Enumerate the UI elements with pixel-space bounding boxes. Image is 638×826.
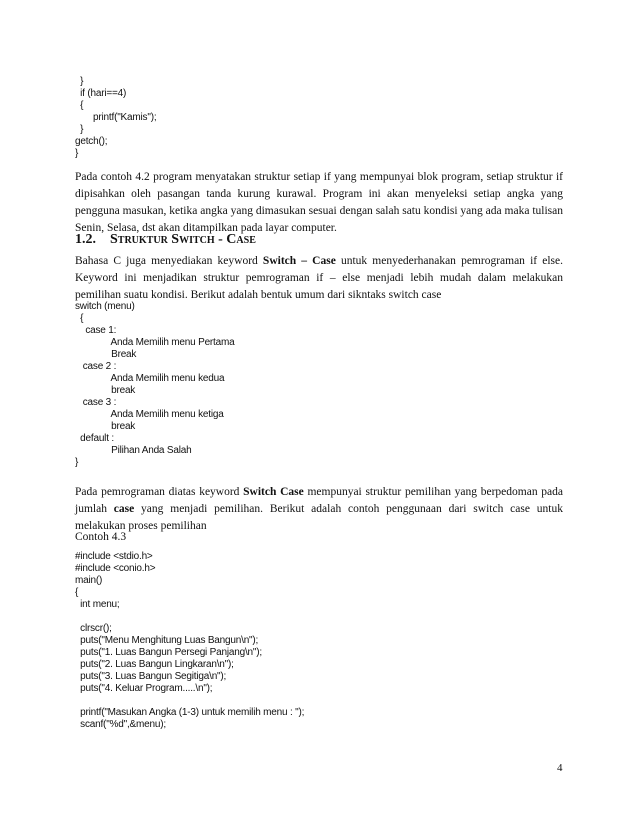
text-run: untuk menyederhanakan pemrograman if else. Keyword ini menjadikan struktur pemrograman if – else menjadi lebih mudah dalam melakukan pemilihan suatu kondisi. Berikut adalah bentuk umum dari sikntaks switch case [75,255,563,301]
code-line: break [75,421,136,432]
code-line: puts("2. Luas Bangun Lingkaran\n"); [75,659,234,670]
code-line: puts("1. Luas Bangun Persegi Panjang\n"); [75,647,262,658]
text-run: yang menjadi pemilihan. Berikut adalah contoh penggunaan dari switch case untuk melakukan proses pemilihan [75,503,563,532]
code-line: } [75,148,79,159]
paragraph-switch-explanation [75,484,563,535]
code-line: default : [75,433,114,444]
code-line: #include <conio.h> [75,563,156,574]
code-line: #include <stdio.h> [75,551,153,562]
code-line: printf("Masukan Angka (1-3) untuk memilih menu : "); [75,707,305,718]
section-title: Struktur Switch - Case [110,232,256,247]
code-line: { [75,587,79,598]
code-line: int menu; [75,599,120,610]
code-line: } [75,124,84,135]
code-line: { [75,100,84,111]
code-line: case 2 : [75,361,117,372]
code-line: Anda Memilih menu Pertama [75,337,235,348]
code-line: clrscr(); [75,623,112,634]
section-number: 1.2. [75,232,96,247]
bold-keyword: case [113,503,135,515]
code-line [75,695,304,707]
code-line: switch (menu) [75,301,135,312]
code-line: case 3 : [75,397,117,408]
code-line: puts("4. Keluar Program.....\n"); [75,683,213,694]
paragraph-explanation-4-2: Pada contoh 4.2 program menyatakan struktur setiap if yang mempunyai blok program, setiap struktur if dipisahkan oleh pasangan tanda kurung kurawal. Program ini akan menyeleksi setiap angka yang pengguna masukan, ketika angka yang dimasukan sesuai dengan salah satu kondisi yang ada maka tulisan Senin, Selasa, dst akan ditampilkan pada layar computer. [75,171,563,234]
code-block-example-4-3 [75,551,304,731]
code-line: Break [75,349,137,360]
text-run: mempunyai struktur pemilihan yang berpedoman pada jumlah [75,486,563,515]
code-line: puts("3. Luas Bangun Segitiga\n"); [75,671,227,682]
code-line: Anda Memilih menu kedua [75,373,225,384]
code-line: getch(); [75,136,108,147]
code-line: { [75,313,84,324]
code-line: case 1: [75,325,117,336]
text-run: Pada pemrograman diatas keyword [75,486,244,498]
section-heading [75,232,256,248]
code-line: puts("Menu Menghitung Luas Bangun\n"); [75,635,259,646]
example-label: Contoh 4.3 [75,531,127,543]
paragraph-switch-intro [75,253,563,304]
page-number: 4 [557,762,563,774]
code-line: scanf("%d",&menu); [75,719,166,730]
code-line: break [75,385,136,396]
code-line: printf("Kamis"); [75,112,157,123]
code-line: main() [75,575,103,586]
code-line: Anda Memilih menu ketiga [75,409,224,420]
code-block-switch-syntax [75,301,235,469]
code-block-top [75,76,156,160]
code-line: } [75,457,79,468]
code-line: } [75,76,84,87]
bold-keyword: Switch – Case [262,255,336,267]
text-run: Bahasa C juga menyediakan keyword [75,255,263,267]
code-line [75,611,304,623]
code-line: if (hari==4) [75,88,127,99]
bold-keyword: Switch Case [243,486,304,498]
code-line: Pilihan Anda Salah [75,445,192,456]
